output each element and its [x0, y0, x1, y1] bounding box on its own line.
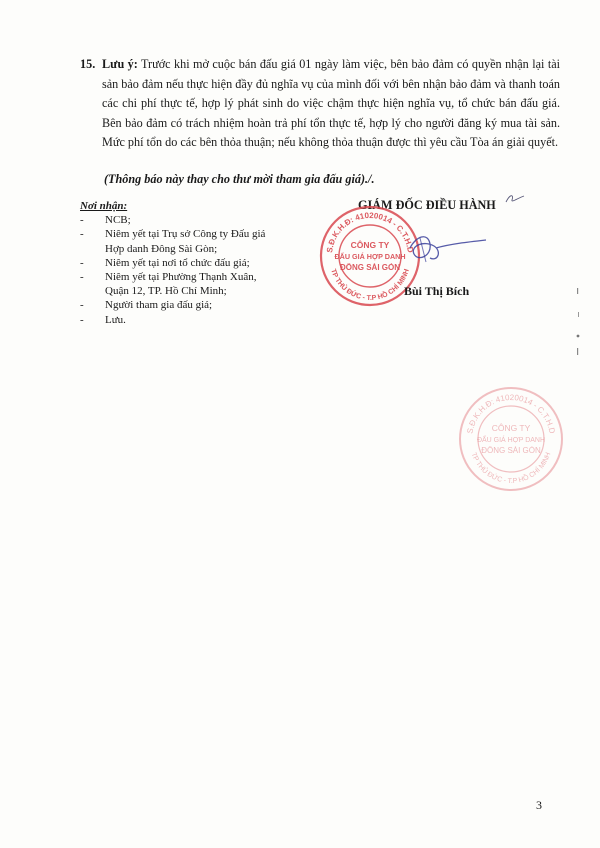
handwritten-signature — [390, 218, 490, 282]
recipient-item: - Người tham gia đấu giá; — [80, 299, 213, 312]
svg-text:ĐẤU GIÁ HỢP DANH: ĐẤU GIÁ HỢP DANH — [476, 437, 546, 444]
recipients-heading: Nơi nhận: — [80, 200, 128, 212]
page-number: 3 — [536, 798, 542, 812]
signer-name: Bùi Thị Bích — [404, 284, 470, 298]
recipients-block — [80, 199, 280, 327]
clause-number: 15. — [80, 57, 96, 71]
clause-label: Lưu ý: — [102, 57, 138, 71]
svg-text:CÔNG TY: CÔNG TY — [350, 240, 390, 250]
recipient-item: - Lưu. — [80, 313, 126, 326]
svg-text:ĐẤU GIÁ HỢP DANH: ĐẤU GIÁ HỢP DANH — [334, 252, 406, 261]
svg-text:TP THỦ ĐỨC - T.P HỒ CHÍ MINH: TP THỦ ĐỨC - T.P HỒ CHÍ MINH — [469, 451, 553, 486]
svg-text:ĐÔNG SÀI GÒN: ĐÔNG SÀI GÒN — [481, 446, 541, 455]
clause-15 — [80, 55, 560, 153]
recipient-item: - Niêm yết tại Phường Thạnh Xuân, Quận 12, TP. Hồ Chí Minh; — [80, 271, 257, 298]
svg-text:CÔNG TY: CÔNG TY — [491, 423, 531, 433]
pen-mark — [504, 192, 528, 206]
svg-text:TP THỦ ĐỨC - T.P HỒ CHÍ MINH: TP THỦ ĐỨC - T.P HỒ CHÍ MINH — [329, 268, 411, 303]
recipient-item: - Niêm yết tại Trụ sở Công ty Đấu giá Hợp danh Đông Sài Gòn; — [80, 228, 266, 255]
recipient-item: - Niêm yết tại nơi tổ chức đấu giá; — [80, 256, 250, 269]
svg-text:ĐÔNG SÀI GÒN: ĐÔNG SÀI GÒN — [339, 263, 401, 272]
svg-text:S.Đ.K.H.Đ: 41020014 - C.T.H.D: S.Đ.K.H.Đ: 41020014 - C.T.H.D — [465, 392, 557, 435]
clause-text: Trước khi mở cuộc bán đấu giá 01 ngày làm việc, bên bảo đảm có quyền nhận lại tài sản bảo đảm nếu thực hiện đầy đủ nghĩa vụ của mình đối với bên nhận bảo đảm và thanh toán các chi phí thực tế, hợp lý phát sinh do việc chậm thực hiện nghĩa vụ, tổ chức bán đấu giá. Bên bảo đảm có trách nhiệm hoàn trả phí tổn thực tế, hợp lý cho người đăng ký mua tài sản. Mức phí tổn do các bên thỏa thuận; nếu không thỏa thuận được thì yêu cầu Tòa án giải quyết. — [102, 57, 561, 150]
recipient-item: - NCB; — [80, 214, 131, 227]
clause-body — [102, 55, 560, 153]
signature-title: GIÁM ĐỐC ĐIỀU HÀNH — [358, 198, 496, 212]
scan-specks — [572, 284, 584, 364]
faded-seal — [456, 384, 566, 494]
notice-line: (Thông báo này thay cho thư mời tham gia đấu giá)./. — [104, 172, 375, 186]
svg-text:S.Đ.K.H.Đ: 41020014 - C.T.H.D: S.Đ.K.H.Đ: 41020014 - C.T.H.D — [325, 210, 415, 254]
